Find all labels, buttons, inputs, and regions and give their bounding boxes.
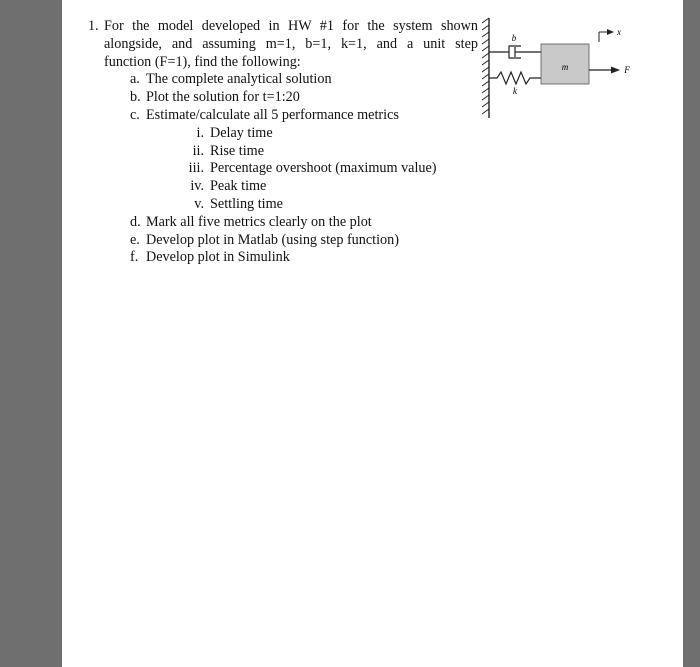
intro-line-3: function (F=1), find the following: [104,53,301,70]
position-arrow-icon [599,29,614,42]
task-list [88,71,478,124]
list-item: iv. Peak time [190,178,267,195]
list-item: f. Develop plot in Simulink [130,249,290,266]
intro-line-1: For the model developed in HW #1 for the system shown [104,18,478,34]
document-page [62,0,683,667]
force-label: F [624,65,630,75]
list-item: iii. Percentage overshoot (maximum value) [188,160,437,177]
metric-list [88,125,478,214]
list-item: v. Settling time [194,195,283,212]
list-item: i. Delay time [196,124,273,141]
list-item: b. Plot the solution for t=1:20 [130,89,300,106]
list-item: c. Estimate/calculate all 5 performance metrics [130,106,399,123]
list-item: a. The complete analytical solution [130,71,332,88]
position-label: x [617,27,621,37]
task-list-continued [88,214,478,267]
mass-spring-damper-diagram [481,14,641,124]
damper-label: b [511,33,517,43]
spring-label: k [513,86,517,96]
damper-icon [489,46,541,58]
mass-label: m [561,62,569,72]
list-item: e. Develop plot in Matlab (using step function) [130,231,399,248]
intro-line-2: alongside, and assuming m=1, b=1, k=1, and a unit step [104,35,478,52]
list-item: ii. Rise time [192,142,264,159]
problem-1 [88,18,478,267]
spring-icon [489,72,541,84]
wall-hatch [482,18,489,118]
problem-number: 1. [88,18,99,34]
problem-statement [104,18,478,71]
force-arrow-icon [589,67,620,74]
list-item: d. Mark all five metrics clearly on the plot [130,213,372,230]
